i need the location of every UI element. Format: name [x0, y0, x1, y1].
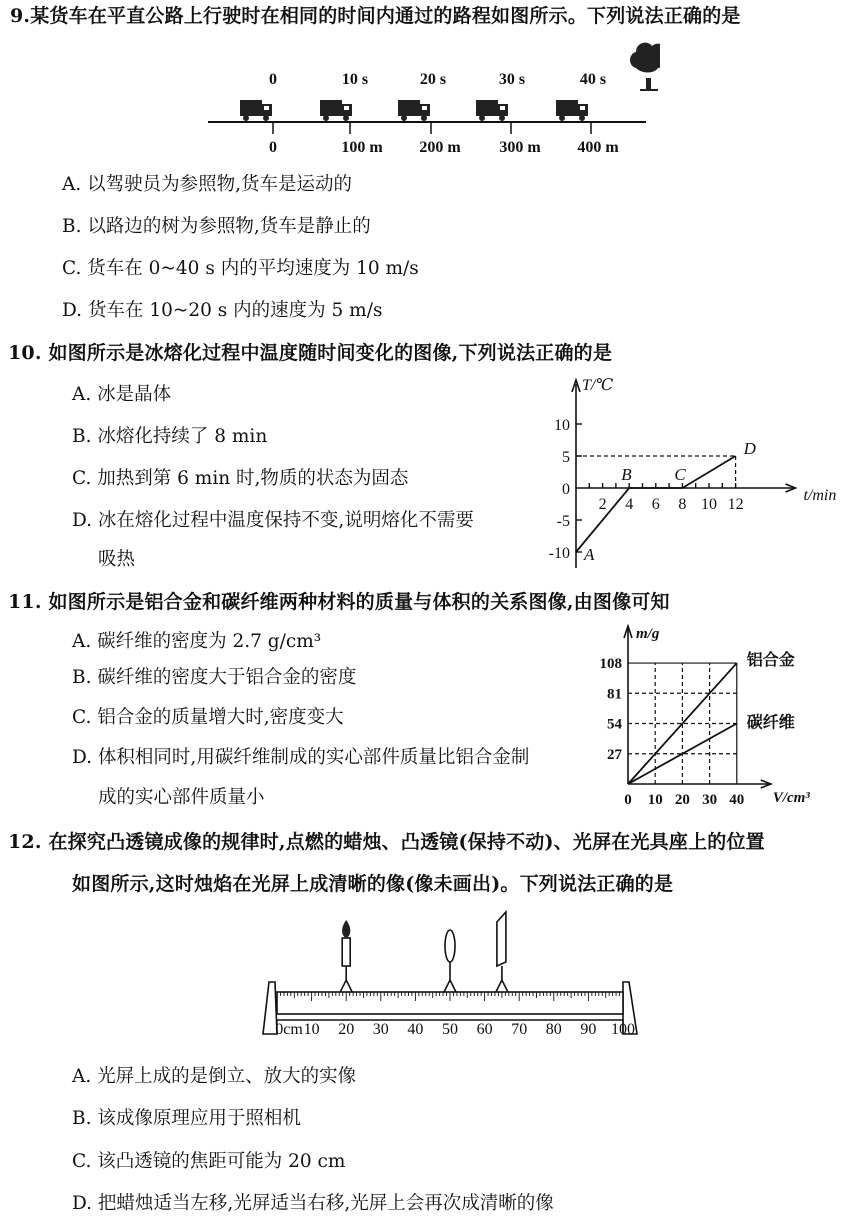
- q12-option-c: C. 该凸透镜的焦距可能为 20 cm: [72, 1151, 346, 1172]
- lens-stand: [444, 980, 456, 992]
- convex-lens: [445, 930, 455, 962]
- scale-label: 90: [580, 1021, 597, 1038]
- y-tick-label: 81: [607, 686, 622, 703]
- q10-option-c: C. 加热到第 6 min 时,物质的状态为固态: [72, 468, 409, 489]
- y-tick-label: 54: [607, 716, 622, 733]
- x-tick-label: 40: [729, 792, 745, 808]
- scale-label: 20: [338, 1021, 355, 1038]
- q11-option-d-line2: 成的实心部件质量小: [98, 787, 265, 808]
- point-label-c: C: [674, 465, 686, 484]
- x-tick-label: 6: [651, 496, 660, 513]
- screen-stand: [496, 980, 508, 992]
- q10-option-d-line2: 吸热: [98, 549, 136, 570]
- q12-optical-bench: [255, 910, 640, 1045]
- q10-option-d-line1: D. 冰在熔化过程中温度保持不变,说明熔化不需要: [72, 510, 474, 531]
- time-label-4: 40 s: [579, 71, 607, 88]
- x-axis-label: t/min: [803, 487, 837, 504]
- y-axis-label: m/g: [636, 626, 660, 642]
- q11-option-d-line1: D. 体积相同时,用碳纤维制成的实心部件质量比铝合金制: [72, 747, 530, 768]
- scale-label: 50: [442, 1021, 458, 1038]
- scale-label: 80: [545, 1021, 562, 1038]
- x-tick-label: 30: [702, 792, 718, 808]
- series-label-1: 铝合金: [746, 652, 795, 670]
- truck-icon: [476, 100, 508, 121]
- q11-option-c: C. 铝合金的质量增大时,密度变大: [72, 707, 344, 728]
- scale-label: 70: [511, 1021, 528, 1038]
- q10-stem: 10. 如图所示是冰熔化过程中温度随时间变化的图像,下列说法正确的是: [8, 342, 613, 364]
- q11-option-a: A. 碳纤维的密度为 2.7 g/cm³: [72, 631, 322, 652]
- distance-label-1: 100 m: [341, 139, 383, 156]
- y-tick-label: 0: [562, 481, 570, 498]
- y-tick-label: 5: [562, 449, 570, 466]
- series-label-2: 碳纤维: [746, 714, 795, 732]
- truck-icon: [320, 100, 352, 121]
- scale-label: 60: [476, 1021, 493, 1038]
- q10-option-a: A. 冰是晶体: [72, 384, 172, 405]
- tree-icon: [630, 43, 660, 90]
- point-label-b: B: [621, 465, 632, 484]
- time-label-0: 0: [269, 71, 277, 88]
- q10-option-b: B. 冰熔化持续了 8 min: [72, 426, 268, 447]
- scale-label: 10: [303, 1021, 320, 1038]
- time-label-1: 10 s: [341, 71, 369, 88]
- x-axis-label: V/cm³: [772, 790, 810, 806]
- q12-option-a: A. 光屏上成的是倒立、放大的实像: [72, 1066, 357, 1087]
- q10-temperature-chart: [540, 372, 840, 587]
- x-tick-label: 12: [727, 496, 744, 513]
- point-label-a: A: [584, 545, 595, 564]
- distance-label-3: 300 m: [499, 139, 541, 156]
- q12-option-b: B. 该成像原理应用于照相机: [72, 1108, 301, 1129]
- y-tick-label: 27: [607, 746, 622, 763]
- distance-label-4: 400 m: [577, 139, 619, 156]
- truck-icon: [398, 100, 430, 121]
- x-tick-label: 10: [647, 792, 663, 808]
- light-screen: [497, 912, 506, 966]
- q9-option-d: D. 货车在 10~20 s 内的速度为 5 m/s: [62, 300, 383, 321]
- candle-body: [342, 938, 350, 966]
- q9-option-a: A. 以驾驶员为参照物,货车是运动的: [62, 174, 353, 195]
- time-label-2: 20 s: [419, 71, 447, 88]
- point-label-d: D: [743, 439, 756, 458]
- x-tick-label: 10: [701, 496, 717, 513]
- scale-label: 0cm: [275, 1021, 303, 1038]
- y-axis-label: T/℃: [582, 377, 614, 394]
- x-tick-label: 20: [674, 792, 690, 808]
- truck-icon: [556, 100, 588, 121]
- q9-stem: 9.某货车在平直公路上行驶时在相同的时间内通过的路程如图所示。下列说法正确的是: [10, 5, 741, 27]
- x-tick-label: 2: [598, 496, 607, 513]
- q12-option-d: D. 把蜡烛适当左移,光屏适当右移,光屏上会再次成清晰的像: [72, 1193, 554, 1214]
- x-tick-label: 4: [625, 496, 634, 513]
- q12-stem-line1: 12. 在探究凸透镜成像的规律时,点燃的蜡烛、凸透镜(保持不动)、光屏在光具座上的位置: [8, 831, 765, 853]
- scale-label: 100: [611, 1021, 635, 1038]
- q11-stem: 11. 如图所示是铝合金和碳纤维两种材料的质量与体积的关系图像,由图像可知: [8, 591, 670, 613]
- candle-stand: [340, 980, 352, 992]
- x-tick-label: 8: [678, 496, 687, 513]
- q9-truck-figure: [200, 38, 660, 168]
- distance-label-2: 200 m: [419, 139, 461, 156]
- q11-option-b: B. 碳纤维的密度大于铝合金的密度: [72, 667, 357, 688]
- x-tick-label: 0: [624, 792, 632, 808]
- time-label-3: 30 s: [498, 71, 526, 88]
- scale-label: 40: [407, 1021, 424, 1038]
- y-tick-label: 108: [599, 656, 622, 673]
- y-tick-label: -10: [548, 545, 570, 562]
- truck-icon: [240, 100, 272, 121]
- flame-icon: [342, 920, 350, 938]
- distance-label-0: 0: [269, 139, 277, 156]
- q11-mass-volume-chart: [570, 622, 832, 814]
- q9-option-c: C. 货车在 0~40 s 内的平均速度为 10 m/s: [62, 258, 419, 279]
- q12-stem-line2: 如图所示,这时烛焰在光屏上成清晰的像(像未画出)。下列说法正确的是: [72, 873, 674, 895]
- q9-option-b: B. 以路边的树为参照物,货车是静止的: [62, 216, 371, 237]
- y-tick-label: 10: [554, 417, 570, 434]
- scale-label: 30: [372, 1021, 389, 1038]
- y-tick-label: -5: [556, 513, 570, 530]
